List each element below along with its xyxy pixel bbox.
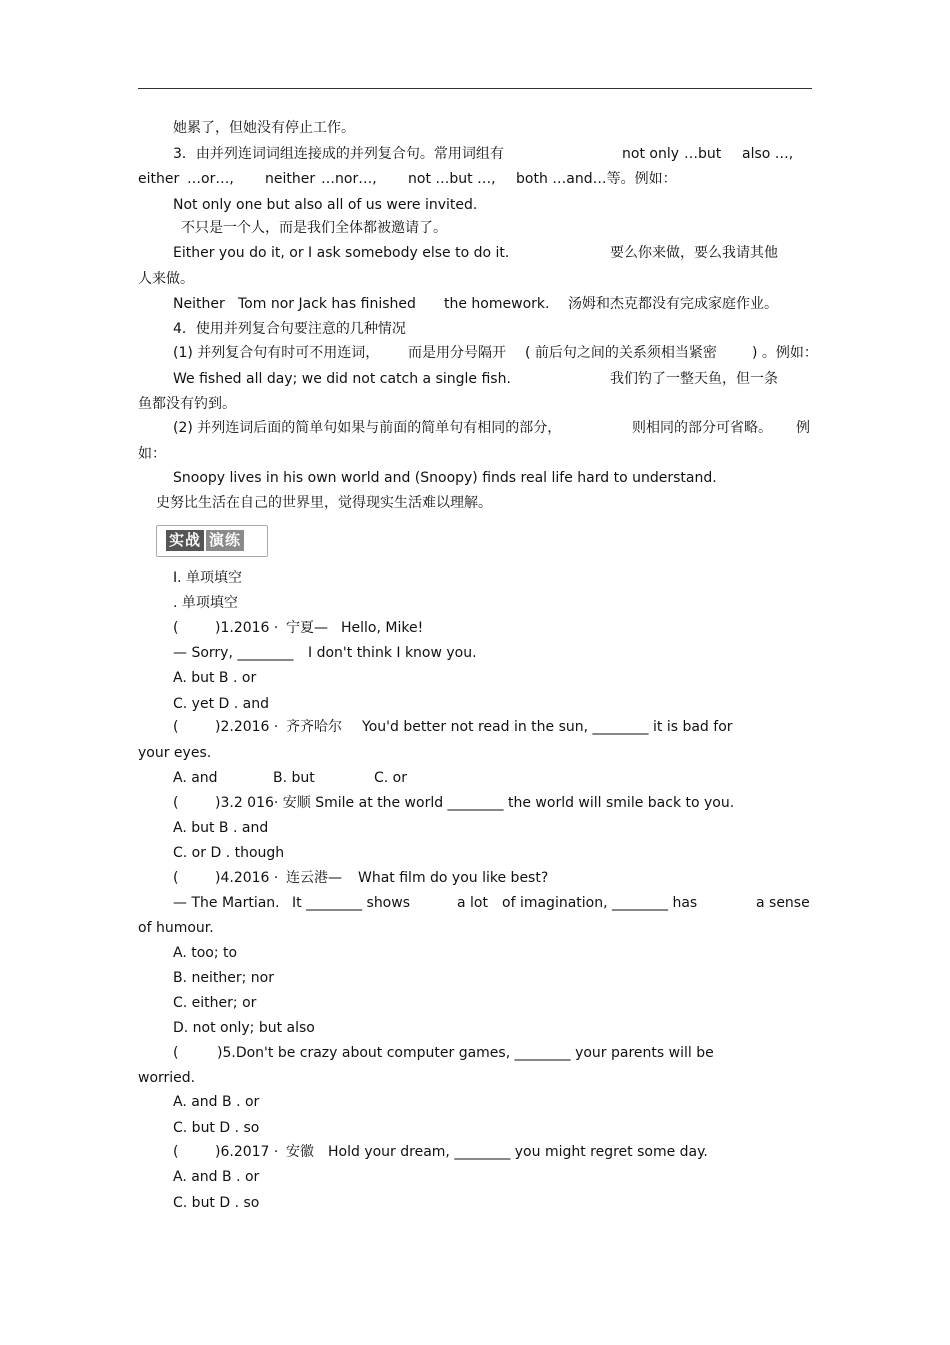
text-line	[0, 1192, 950, 1214]
text-segment: 她累了，但她没有停止工作。	[173, 120, 355, 136]
text-segment: I don't think I know you.	[308, 645, 477, 661]
text-segment: 要么你来做，要么我请其他	[610, 245, 778, 261]
text-line	[0, 318, 950, 340]
text-segment: C. or D . though	[173, 845, 285, 861]
text-line	[0, 242, 950, 264]
text-segment: (	[173, 1144, 179, 1160]
text-line	[0, 642, 950, 664]
text-segment: . 单项填空	[173, 595, 238, 611]
text-line	[0, 217, 950, 239]
text-segment: the homework.	[444, 296, 550, 312]
text-segment: …or…,	[187, 171, 234, 187]
text-segment: )2.2016 ·	[215, 719, 279, 735]
text-segment: — The Martian.	[173, 895, 280, 911]
text-segment: 不只是一个人，而是我们全体都被邀请了。	[181, 220, 447, 236]
text-line	[0, 417, 950, 439]
text-line	[0, 667, 950, 689]
text-segment: )3.2 016· 安顺 Smile at the world ________ the world will smile back to you.	[215, 795, 735, 811]
text-segment: 3．由并列连词词组连接成的并列复合句。常用词组有	[173, 146, 504, 162]
text-line	[0, 268, 950, 290]
text-segment: 我们钓了一整天鱼，但一条	[610, 371, 778, 387]
text-segment: a lot	[457, 895, 488, 911]
text-line	[0, 194, 950, 216]
text-segment: 而是用分号隔开	[408, 345, 506, 361]
text-line	[0, 693, 950, 715]
text-segment: …nor…,	[321, 171, 377, 187]
text-line	[0, 467, 950, 489]
text-segment: You'd better not read in the sun, ________ it is bad for	[362, 719, 733, 735]
text-segment: 例	[796, 420, 810, 436]
text-segment: 连云港—	[286, 870, 342, 886]
text-segment: neither	[265, 171, 316, 187]
text-segment: )1.2016 ·	[215, 620, 279, 636]
text-segment: Snoopy lives in his own world and (Snoopy) finds real life hard to understand.	[173, 470, 717, 486]
text-segment: 4．使用并列复合句要注意的几种情况	[173, 321, 406, 337]
text-line	[0, 1067, 950, 1089]
text-segment: Hello, Mike!	[341, 620, 424, 636]
text-segment: A. and B . or	[173, 1094, 260, 1110]
text-line	[0, 716, 950, 738]
text-segment: both …and…等。例如：	[516, 171, 677, 187]
text-segment: your eyes.	[138, 745, 212, 761]
text-segment: (	[173, 795, 179, 811]
text-segment: ) 。例如：	[752, 345, 818, 361]
text-segment: (	[173, 620, 179, 636]
text-segment: — Sorry, ________	[173, 645, 294, 661]
text-line	[0, 342, 950, 364]
text-segment: 安徽	[286, 1144, 314, 1160]
text-line	[0, 617, 950, 639]
text-segment: ( 前后句之间的关系须相当紧密	[525, 345, 717, 361]
badge-label-right: 演练	[206, 530, 244, 551]
text-segment: It ________ shows	[292, 895, 410, 911]
text-segment: Hold your dream, ________ you might regret some day.	[328, 1144, 708, 1160]
text-segment: C. or	[374, 770, 407, 786]
text-line	[0, 368, 950, 390]
text-segment: C. either; or	[173, 995, 257, 1011]
text-segment: a sense	[756, 895, 810, 911]
text-segment: B. neither; nor	[173, 970, 274, 986]
text-segment: )5.Don't be crazy about computer games, ________ your parents will be	[217, 1045, 714, 1061]
text-line	[0, 492, 950, 514]
text-line	[0, 1017, 950, 1039]
text-segment: B. but	[273, 770, 315, 786]
text-line	[0, 917, 950, 939]
text-segment: …but	[684, 146, 722, 162]
text-line	[0, 168, 950, 190]
text-line	[0, 817, 950, 839]
text-segment: (	[173, 870, 179, 886]
text-line	[0, 742, 950, 764]
text-segment: A. and B . or	[173, 1169, 260, 1185]
text-segment: A. but B . and	[173, 820, 269, 836]
text-line	[0, 1117, 950, 1139]
text-line	[0, 1166, 950, 1188]
text-segment: not …but …,	[408, 171, 496, 187]
section-badge	[156, 525, 268, 557]
text-segment: 汤姆和杰克都没有完成家庭作业。	[568, 296, 778, 312]
text-segment: We fished all day; we did not catch a single fish.	[173, 371, 511, 387]
text-segment: of humour.	[138, 920, 214, 936]
text-line	[0, 967, 950, 989]
text-segment: not only	[622, 146, 679, 162]
text-line	[0, 992, 950, 1014]
text-line	[0, 942, 950, 964]
text-line	[0, 117, 950, 139]
text-segment: )6.2017 ·	[215, 1144, 279, 1160]
text-line	[0, 443, 950, 465]
text-segment: C. but D . so	[173, 1195, 260, 1211]
text-line	[0, 1141, 950, 1163]
text-segment: A. too; to	[173, 945, 238, 961]
text-segment: (	[173, 1045, 179, 1061]
text-segment: Neither	[173, 296, 225, 312]
text-segment: A. and	[173, 770, 218, 786]
text-segment: 人来做。	[138, 271, 194, 287]
text-segment: also …,	[742, 146, 794, 162]
header-rule	[138, 88, 812, 89]
text-segment: D. not only; but also	[173, 1020, 315, 1036]
text-segment: C. yet D . and	[173, 696, 269, 712]
text-segment: (	[173, 719, 179, 735]
text-segment: Not only one but also all of us were invited.	[173, 197, 478, 213]
text-line	[0, 393, 950, 415]
text-segment: 齐齐哈尔	[286, 719, 342, 735]
text-segment: What film do you like best?	[358, 870, 549, 886]
text-segment: 如：	[138, 446, 166, 462]
text-segment: Either you do it, or I ask somebody else to do it.	[173, 245, 510, 261]
text-line	[0, 842, 950, 864]
text-segment: )4.2016 ·	[215, 870, 279, 886]
text-segment: worried.	[138, 1070, 196, 1086]
text-segment: (2) 并列连词后面的简单句如果与前面的简单句有相同的部分，	[173, 420, 562, 436]
text-line	[0, 592, 950, 614]
text-line	[0, 1042, 950, 1064]
text-line	[0, 867, 950, 889]
text-line	[0, 892, 950, 914]
text-segment: A. but B . or	[173, 670, 257, 686]
text-segment: Tom nor Jack has finished	[238, 296, 416, 312]
text-line	[0, 792, 950, 814]
text-line	[0, 567, 950, 589]
text-segment: C. but D . so	[173, 1120, 260, 1136]
text-segment: Ⅰ. 单项填空	[173, 570, 243, 586]
text-line	[0, 293, 950, 315]
text-segment: 宁夏—	[286, 620, 328, 636]
text-segment: (1) 并列复合句有时可不用连词，	[173, 345, 380, 361]
text-line	[0, 1091, 950, 1113]
text-segment: either	[138, 171, 180, 187]
text-line	[0, 767, 950, 789]
text-segment: 史努比生活在自己的世界里，觉得现实生活难以理解。	[156, 495, 492, 511]
text-segment: 鱼都没有钓到。	[138, 396, 236, 412]
badge-label-left: 实战	[166, 530, 204, 551]
text-segment: 则相同的部分可省略。	[632, 420, 772, 436]
text-line	[0, 143, 950, 165]
text-segment: of imagination, ________ has	[502, 895, 698, 911]
